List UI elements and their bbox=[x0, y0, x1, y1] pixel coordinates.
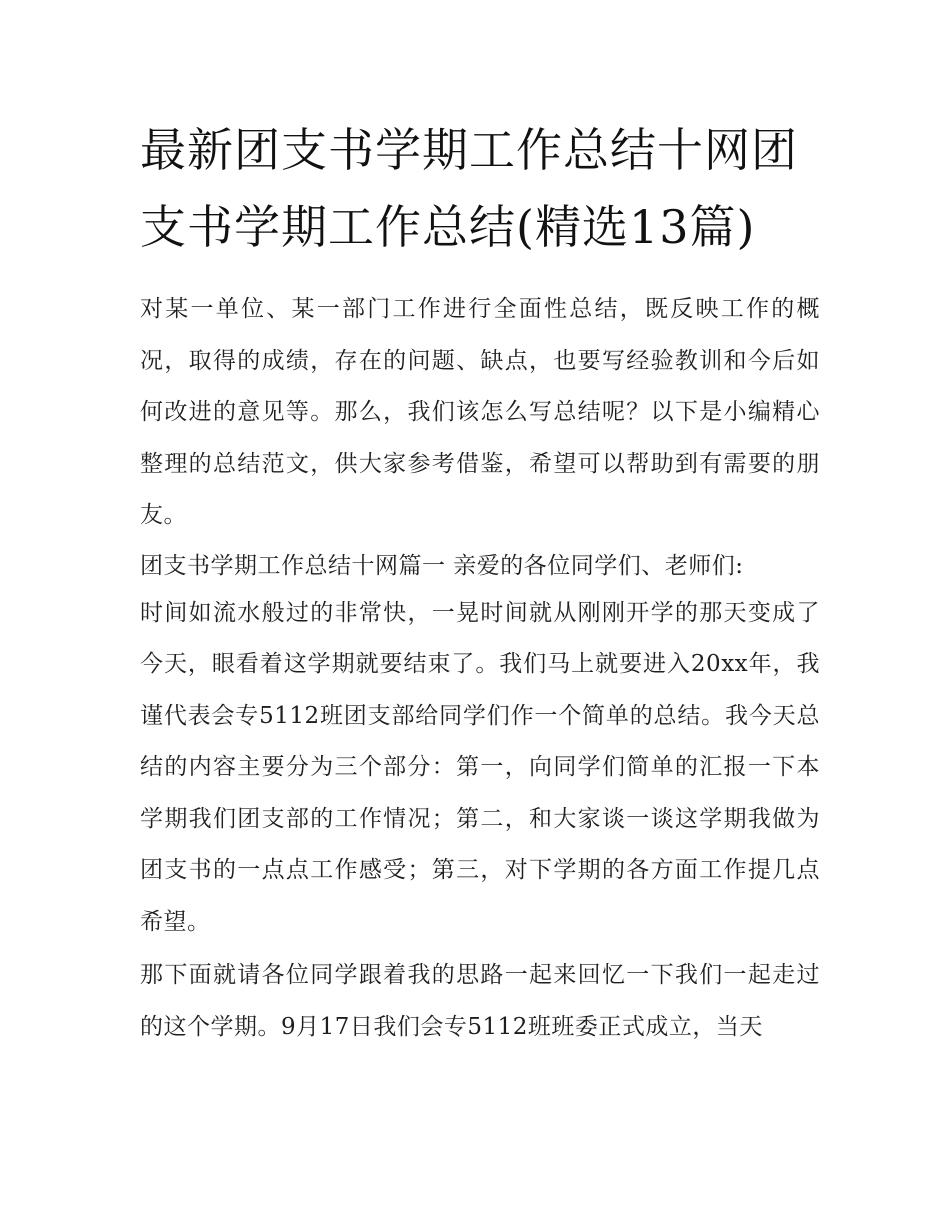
body-paragraph: 那下面就请各位同学跟着我的思路一起来回忆一下我们一起走过的这个学期。9月17日我们会专5112班班委正式成立，当天 bbox=[140, 962, 820, 1040]
document-page bbox=[140, 112, 820, 1055]
document-title: 最新团支书学期工作总结十网团支书学期工作总结(精选13篇) bbox=[140, 123, 798, 254]
document-body bbox=[140, 284, 820, 1053]
body-paragraph: 时间如流水般过的非常快，一晃时间就从刚刚开学的那天变成了今天，眼看着这学期就要结束了。我们马上就要进入20xx年，我谨代表会专5112班团支部给同学们作一个简单的总结。我今天总结的内容主要分为三个部分：第一，向同学们简单的汇报一下本学期我们团支部的工作情况；第二，和大家谈一谈这学期我做为团支书的一点点工作感受；第三，对下学期的各方面工作提几点希望。 bbox=[140, 599, 820, 935]
intro-paragraph: 对某一单位、某一部门工作进行全面性总结，既反映工作的概况，取得的成绩，存在的问题、缺点，也要写经验教训和今后如何改进的意见等。那么，我们该怎么写总结呢？以下是小编精心整理的总结范文，供大家参考借鉴，希望可以帮助到有需要的朋友。 bbox=[140, 296, 820, 528]
section-heading-paragraph: 团支书学期工作总结十网篇一 亲爱的各位同学们、老师们: bbox=[140, 552, 744, 579]
